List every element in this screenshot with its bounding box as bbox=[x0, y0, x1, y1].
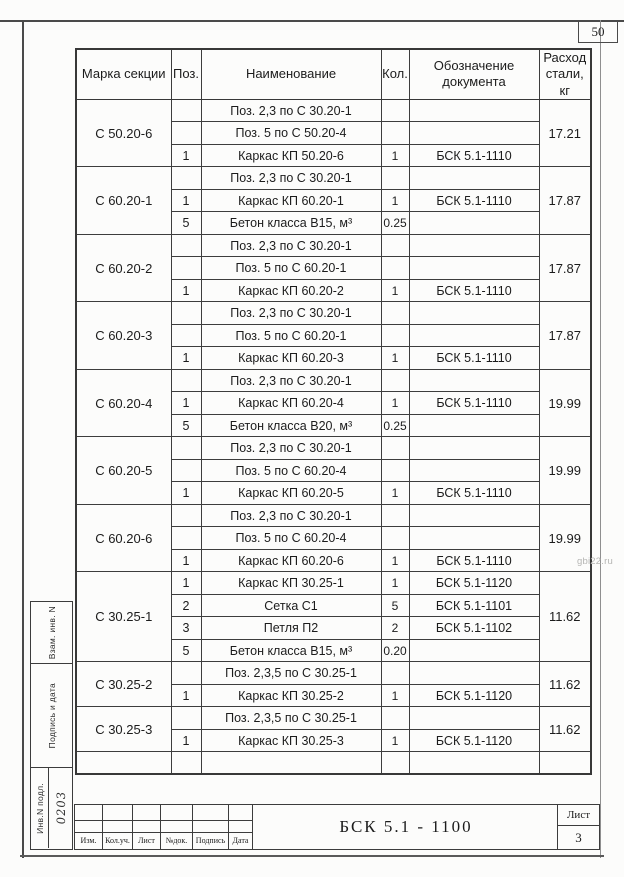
name-cell: Поз. 2,3 по С 30.20-1 bbox=[201, 234, 381, 257]
table-row bbox=[76, 662, 591, 685]
pos-cell bbox=[171, 167, 201, 190]
steel-cell bbox=[539, 752, 591, 775]
qty-cell bbox=[381, 662, 409, 685]
pos-cell: 1 bbox=[171, 482, 201, 505]
name-cell: Поз. 5 по С 50.20-4 bbox=[201, 122, 381, 145]
qty-cell bbox=[381, 752, 409, 775]
doc-cell: БСК 5.1-1110 bbox=[409, 392, 539, 415]
pos-cell bbox=[171, 122, 201, 145]
qty-cell: 1 bbox=[381, 189, 409, 212]
pos-cell: 1 bbox=[171, 279, 201, 302]
name-cell: Каркас КП 60.20-6 bbox=[201, 549, 381, 572]
header-mark: Марка секции bbox=[76, 49, 171, 99]
name-cell: Поз. 2,3,5 по С 30.25-1 bbox=[201, 707, 381, 730]
doc-cell bbox=[409, 707, 539, 730]
frame-right-line bbox=[600, 20, 601, 858]
doc-cell bbox=[409, 662, 539, 685]
strip-section-podpis bbox=[31, 664, 72, 768]
tb-col-podpis bbox=[193, 805, 229, 849]
doc-cell bbox=[409, 414, 539, 437]
name-cell: Бетон класса В20, м³ bbox=[201, 414, 381, 437]
name-cell: Поз. 5 по С 60.20-1 bbox=[201, 324, 381, 347]
qty-cell bbox=[381, 324, 409, 347]
name-cell: Сетка С1 bbox=[201, 594, 381, 617]
mark-cell: С 60.20-3 bbox=[76, 302, 171, 370]
mark-cell: С 30.25-2 bbox=[76, 662, 171, 707]
pos-cell: 5 bbox=[171, 212, 201, 235]
pos-cell: 2 bbox=[171, 594, 201, 617]
doc-cell bbox=[409, 167, 539, 190]
pos-cell: 1 bbox=[171, 392, 201, 415]
table-row bbox=[76, 302, 591, 325]
qty-cell bbox=[381, 257, 409, 280]
table-row bbox=[76, 572, 591, 595]
pos-cell bbox=[171, 707, 201, 730]
steel-cell: 17.21 bbox=[539, 99, 591, 167]
sheet-box bbox=[557, 805, 599, 849]
doc-cell: БСК 5.1-1120 bbox=[409, 684, 539, 707]
name-cell: Каркас КП 30.25-2 bbox=[201, 684, 381, 707]
tb-col-koluch bbox=[103, 805, 133, 849]
table-row bbox=[76, 707, 591, 730]
qty-cell bbox=[381, 504, 409, 527]
doc-cell bbox=[409, 639, 539, 662]
steel-cell: 19.99 bbox=[539, 437, 591, 505]
page-number-box bbox=[578, 22, 618, 43]
tb-col-label: Кол.уч. bbox=[105, 836, 130, 845]
mark-cell bbox=[76, 752, 171, 775]
tb-col-izm bbox=[75, 805, 103, 849]
qty-cell: 1 bbox=[381, 347, 409, 370]
mark-cell: С 60.20-2 bbox=[76, 234, 171, 302]
mark-cell: С 60.20-4 bbox=[76, 369, 171, 437]
tb-col-ndok bbox=[161, 805, 193, 849]
doc-cell: БСК 5.1-1102 bbox=[409, 617, 539, 640]
strip-inv-label-cell bbox=[31, 768, 49, 848]
pos-cell bbox=[171, 504, 201, 527]
strip-section-inv bbox=[31, 768, 72, 848]
pos-cell bbox=[171, 324, 201, 347]
strip-inv-value-cell bbox=[49, 768, 72, 848]
pos-cell bbox=[171, 369, 201, 392]
qty-cell: 1 bbox=[381, 549, 409, 572]
qty-cell bbox=[381, 167, 409, 190]
name-cell: Поз. 5 по С 60.20-4 bbox=[201, 527, 381, 550]
name-cell: Поз. 2,3 по С 30.20-1 bbox=[201, 369, 381, 392]
pos-cell bbox=[171, 752, 201, 775]
doc-cell bbox=[409, 369, 539, 392]
doc-cell: БСК 5.1-1110 bbox=[409, 482, 539, 505]
pos-cell bbox=[171, 527, 201, 550]
table-row bbox=[76, 369, 591, 392]
sheet-label: Лист bbox=[558, 805, 599, 826]
pos-cell bbox=[171, 459, 201, 482]
table-row bbox=[76, 504, 591, 527]
watermark: gbi22.ru bbox=[577, 556, 613, 567]
doc-cell bbox=[409, 437, 539, 460]
doc-cell bbox=[409, 324, 539, 347]
tb-col-label: Подпись bbox=[195, 836, 226, 845]
qty-cell: 1 bbox=[381, 279, 409, 302]
pos-cell: 1 bbox=[171, 549, 201, 572]
name-cell: Каркас КП 30.25-1 bbox=[201, 572, 381, 595]
qty-cell: 0.25 bbox=[381, 212, 409, 235]
tb-col-label: Лист bbox=[138, 836, 155, 845]
doc-cell bbox=[409, 99, 539, 122]
header-steel: Расход стали, кг bbox=[539, 49, 591, 99]
qty-cell bbox=[381, 302, 409, 325]
doc-cell bbox=[409, 302, 539, 325]
steel-cell: 11.62 bbox=[539, 662, 591, 707]
qty-cell bbox=[381, 122, 409, 145]
doc-cell bbox=[409, 257, 539, 280]
steel-cell: 17.87 bbox=[539, 302, 591, 370]
tb-col-label: Изм. bbox=[80, 836, 97, 845]
doc-cell: БСК 5.1-1110 bbox=[409, 347, 539, 370]
qty-cell: 1 bbox=[381, 482, 409, 505]
qty-cell bbox=[381, 369, 409, 392]
qty-cell: 1 bbox=[381, 392, 409, 415]
left-form-strip bbox=[30, 601, 73, 850]
name-cell: Поз. 2,3 по С 30.20-1 bbox=[201, 99, 381, 122]
steel-cell: 11.62 bbox=[539, 707, 591, 752]
steel-cell: 19.99 bbox=[539, 369, 591, 437]
pos-cell: 1 bbox=[171, 144, 201, 167]
mark-cell: С 60.20-6 bbox=[76, 504, 171, 572]
title-block bbox=[74, 804, 600, 850]
empty-row bbox=[76, 752, 591, 775]
strip-section-vzam bbox=[31, 602, 72, 664]
name-cell: Поз. 2,3 по С 30.20-1 bbox=[201, 167, 381, 190]
qty-cell: 0.20 bbox=[381, 639, 409, 662]
name-cell: Каркас КП 60.20-5 bbox=[201, 482, 381, 505]
name-cell: Поз. 2,3 по С 30.20-1 bbox=[201, 302, 381, 325]
pos-cell bbox=[171, 302, 201, 325]
pos-cell: 1 bbox=[171, 684, 201, 707]
qty-cell bbox=[381, 527, 409, 550]
qty-cell bbox=[381, 459, 409, 482]
doc-cell bbox=[409, 122, 539, 145]
name-cell: Каркас КП 60.20-1 bbox=[201, 189, 381, 212]
doc-cell: БСК 5.1-1110 bbox=[409, 144, 539, 167]
spec-table bbox=[75, 48, 592, 775]
qty-cell bbox=[381, 707, 409, 730]
name-cell: Каркас КП 60.20-3 bbox=[201, 347, 381, 370]
qty-cell bbox=[381, 234, 409, 257]
steel-cell: 17.87 bbox=[539, 234, 591, 302]
strip-label: Подпись и дата bbox=[46, 682, 57, 749]
table-row bbox=[76, 99, 591, 122]
name-cell: Петля П2 bbox=[201, 617, 381, 640]
mark-cell: С 60.20-5 bbox=[76, 437, 171, 505]
header-name: Наименование bbox=[201, 49, 381, 99]
doc-cell bbox=[409, 527, 539, 550]
name-cell: Поз. 2,3,5 по С 30.25-1 bbox=[201, 662, 381, 685]
pos-cell bbox=[171, 257, 201, 280]
name-cell: Бетон класса В15, м³ bbox=[201, 639, 381, 662]
qty-cell: 1 bbox=[381, 729, 409, 752]
mark-cell: С 30.25-1 bbox=[76, 572, 171, 662]
header-qty: Кол. bbox=[381, 49, 409, 99]
qty-cell bbox=[381, 99, 409, 122]
pos-cell bbox=[171, 234, 201, 257]
strip-label: Взам. инв. N bbox=[46, 605, 57, 660]
tb-col-data bbox=[229, 805, 253, 849]
doc-cell: БСК 5.1-1110 bbox=[409, 189, 539, 212]
pos-cell bbox=[171, 662, 201, 685]
qty-cell: 2 bbox=[381, 617, 409, 640]
name-cell bbox=[201, 752, 381, 775]
doc-cell: БСК 5.1-1110 bbox=[409, 279, 539, 302]
frame-bottom-line bbox=[20, 855, 604, 857]
pos-cell: 1 bbox=[171, 729, 201, 752]
doc-cell bbox=[409, 459, 539, 482]
tb-col-label: №док. bbox=[165, 836, 188, 845]
tb-grid-line bbox=[75, 820, 253, 821]
name-cell: Каркас КП 60.20-2 bbox=[201, 279, 381, 302]
pos-cell: 5 bbox=[171, 639, 201, 662]
name-cell: Каркас КП 60.20-4 bbox=[201, 392, 381, 415]
tb-col-label: Дата bbox=[232, 836, 249, 845]
pos-cell: 5 bbox=[171, 414, 201, 437]
header-doc: Обозначение документа bbox=[409, 49, 539, 99]
name-cell: Каркас КП 50.20-6 bbox=[201, 144, 381, 167]
doc-cell: БСК 5.1-1120 bbox=[409, 729, 539, 752]
name-cell: Бетон класса В15, м³ bbox=[201, 212, 381, 235]
pos-cell bbox=[171, 437, 201, 460]
doc-cell bbox=[409, 212, 539, 235]
header-pos: Поз. bbox=[171, 49, 201, 99]
steel-cell: 17.87 bbox=[539, 167, 591, 235]
strip-label: Инв.N подл. bbox=[34, 782, 45, 834]
name-cell: Каркас КП 30.25-3 bbox=[201, 729, 381, 752]
mark-cell: С 30.25-3 bbox=[76, 707, 171, 752]
name-cell: Поз. 2,3 по С 30.20-1 bbox=[201, 437, 381, 460]
table-row bbox=[76, 167, 591, 190]
doc-cell bbox=[409, 504, 539, 527]
pos-cell: 3 bbox=[171, 617, 201, 640]
doc-cell: БСК 5.1-1110 bbox=[409, 549, 539, 572]
inventory-number: 0203 bbox=[53, 790, 68, 826]
name-cell: Поз. 2,3 по С 30.20-1 bbox=[201, 504, 381, 527]
tb-grid-line bbox=[75, 832, 253, 833]
tb-col-list bbox=[133, 805, 161, 849]
qty-cell: 5 bbox=[381, 594, 409, 617]
pos-cell: 1 bbox=[171, 189, 201, 212]
qty-cell: 0.25 bbox=[381, 414, 409, 437]
pos-cell bbox=[171, 99, 201, 122]
doc-cell: БСК 5.1-1101 bbox=[409, 594, 539, 617]
sheet-value: 3 bbox=[575, 829, 582, 845]
frame-top-line bbox=[0, 20, 624, 22]
doc-cell bbox=[409, 752, 539, 775]
pos-cell: 1 bbox=[171, 347, 201, 370]
mark-cell: С 60.20-1 bbox=[76, 167, 171, 235]
name-cell: Поз. 5 по С 60.20-4 bbox=[201, 459, 381, 482]
steel-cell: 19.99 bbox=[539, 504, 591, 572]
mark-cell: С 50.20-6 bbox=[76, 99, 171, 167]
doc-cell bbox=[409, 234, 539, 257]
qty-cell: 1 bbox=[381, 684, 409, 707]
header-row bbox=[76, 49, 591, 99]
frame-left-line bbox=[22, 20, 24, 858]
steel-cell: 11.62 bbox=[539, 572, 591, 662]
qty-cell bbox=[381, 437, 409, 460]
document-number: БСК 5.1 - 1100 bbox=[339, 817, 473, 836]
qty-cell: 1 bbox=[381, 572, 409, 595]
qty-cell: 1 bbox=[381, 144, 409, 167]
pos-cell: 1 bbox=[171, 572, 201, 595]
table-row bbox=[76, 437, 591, 460]
table-row bbox=[76, 234, 591, 257]
page-number: 50 bbox=[591, 24, 605, 39]
name-cell: Поз. 5 по С 60.20-1 bbox=[201, 257, 381, 280]
doc-cell: БСК 5.1-1120 bbox=[409, 572, 539, 595]
